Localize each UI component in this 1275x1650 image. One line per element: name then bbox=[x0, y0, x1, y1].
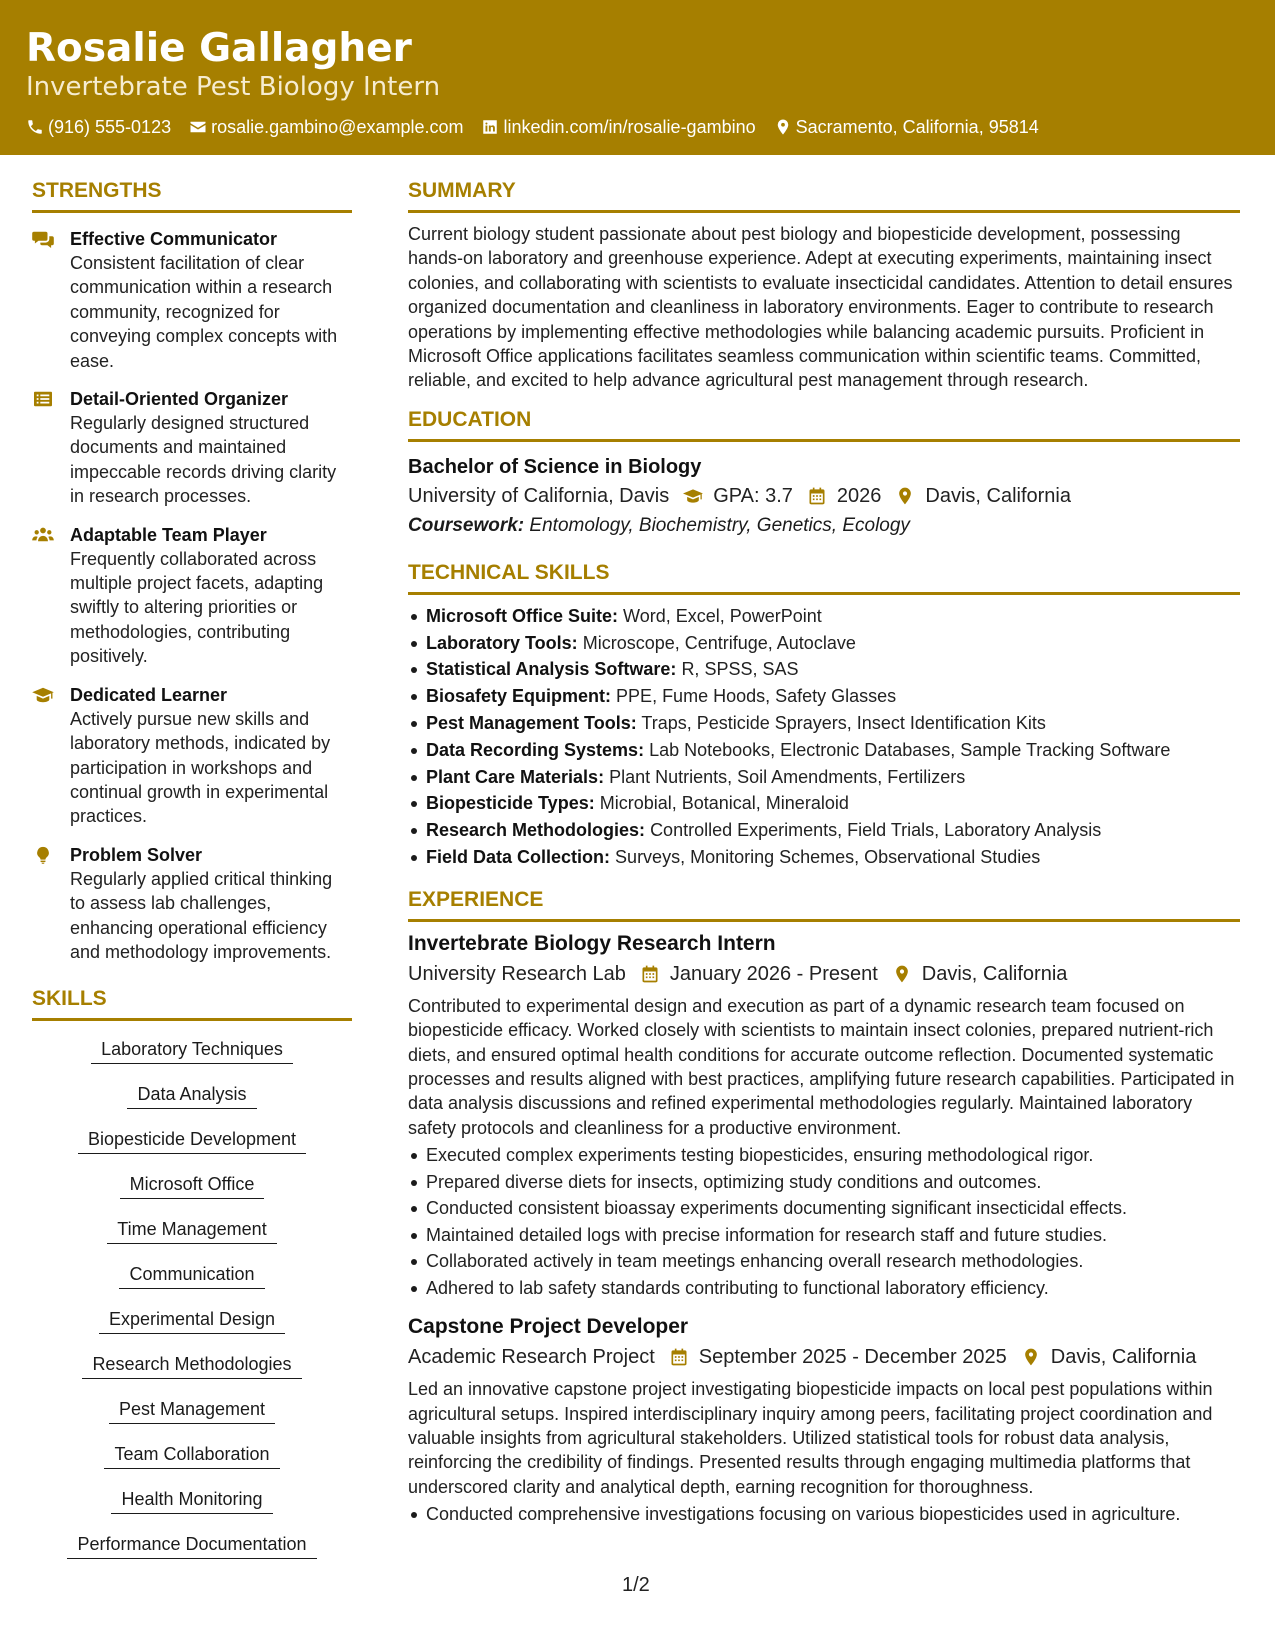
strength-title: Problem Solver bbox=[70, 844, 203, 865]
list-item: Adhered to lab safety standards contributing to functional laboratory efficiency. bbox=[408, 1275, 1240, 1302]
skill-label: Data Recording Systems: bbox=[426, 739, 645, 760]
list-item bbox=[408, 656, 1240, 683]
candidate-name: Rosalie Gallagher bbox=[26, 26, 412, 71]
strength-item bbox=[32, 227, 352, 373]
left-column bbox=[32, 178, 352, 1573]
technical-skills-list bbox=[408, 603, 1240, 871]
degree-title: Bachelor of Science in Biology bbox=[408, 455, 702, 478]
job-title: Invertebrate Biology Research Intern bbox=[408, 931, 776, 955]
job-bullets bbox=[408, 1142, 1240, 1301]
skill-tag: Data Analysis bbox=[127, 1078, 256, 1109]
list-item bbox=[408, 603, 1240, 630]
skill-value: Microbial, Botanical, Mineraloid bbox=[599, 793, 849, 814]
list-item: Executed complex experiments testing biopesticides, ensuring methodological rigor. bbox=[408, 1142, 1240, 1169]
coursework-list: Entomology, Biochemistry, Genetics, Ecology bbox=[529, 514, 910, 536]
job-location: Davis, California bbox=[1050, 1346, 1197, 1369]
phone-icon bbox=[26, 118, 44, 136]
comments-icon bbox=[32, 230, 54, 248]
skill-value: Controlled Experiments, Field Trials, Laboratory Analysis bbox=[650, 820, 1102, 841]
job-meta bbox=[408, 1343, 1240, 1371]
job-description: Led an innovative capstone project investigating biopesticide impacts on local pest populations within agricultural setups. Inspired interdisciplinary inquiry among peers, facilitating project coordination and valuable insights from agricultural stakeholders. Utilized statistical tools for robust data analysis, reinforcing the credibility of findings. Presented results through engaging multimedia platforms that underscored clarity and analytical depth, earning recognition for thoroughness. bbox=[408, 1379, 1213, 1497]
strength-item bbox=[32, 523, 352, 669]
education-heading: EDUCATION bbox=[408, 407, 1240, 442]
skill-tag: Biopesticide Development bbox=[78, 1123, 306, 1154]
graduation-cap-icon bbox=[32, 686, 54, 704]
contact-phone[interactable] bbox=[26, 116, 171, 138]
strength-item bbox=[32, 843, 352, 965]
summary-text: Current biology student passionate about pest biology and biopesticide development, possessing hands-on laboratory and greenhouse experience. Adept at executing experiments, maintaining insect colonies, and collaborating with scientists to evaluate insecticidal candidates. Attention to detail ensures organized documentation and cleanliness in laboratory environments. Eager to contribute to research operations by implementing effective methodologies while balancing academic pursuits. Proficient in Microsoft Office applications facilitates seamless communication within scientific teams. Committed, reliable, and excited to help advance agricultural pest management through research. bbox=[408, 224, 1233, 391]
job-org: Academic Research Project bbox=[408, 1346, 655, 1369]
list-item: Maintained detailed logs with precise information for research staff and future studies. bbox=[408, 1222, 1240, 1249]
coursework-line bbox=[408, 512, 1240, 540]
experience-heading: EXPERIENCE bbox=[408, 887, 1240, 922]
job-org: University Research Lab bbox=[408, 962, 626, 985]
job-description: Contributed to experimental design and execution as part of a dynamic research team focused on biopesticide efficacy. Worked closely with scientists to maintain insect colonies, prepared nutrient-rich diets, and ensured optimal health conditions for accurate outcome reflection. Documented systematic processes and results aligned with best practices, amplifying future research capabilities. Participated in data analysis discussions and refined experimental methodologies regularly. Maintained laboratory safety protocols and cleanliness for a productive environment. bbox=[408, 995, 1235, 1138]
gpa: GPA: 3.7 bbox=[713, 484, 793, 507]
skill-tag: Research Methodologies bbox=[82, 1348, 301, 1379]
map-marker-icon bbox=[774, 118, 792, 136]
strength-desc: Regularly applied critical thinking to assess lab challenges, enhancing operational efficiency and methodology improvements. bbox=[70, 868, 333, 962]
strength-title: Effective Communicator bbox=[70, 229, 278, 249]
map-marker-icon bbox=[1021, 1347, 1041, 1367]
strength-title: Dedicated Learner bbox=[70, 684, 228, 705]
skill-tag: Health Monitoring bbox=[111, 1483, 272, 1514]
right-column bbox=[408, 178, 1240, 1528]
map-marker-icon bbox=[892, 964, 912, 984]
calendar-icon bbox=[669, 1347, 689, 1367]
education-location: Davis, California bbox=[925, 484, 1071, 507]
skill-value: Traps, Pesticide Sprayers, Insect Identification Kits bbox=[641, 713, 1046, 734]
linkedin-text: linkedin.com/in/rosalie-gambino bbox=[503, 117, 756, 137]
education-meta bbox=[408, 482, 1240, 510]
technical-skills-heading: TECHNICAL SKILLS bbox=[408, 560, 1240, 595]
calendar-icon bbox=[807, 486, 827, 506]
skill-tag: Experimental Design bbox=[99, 1303, 285, 1334]
list-item bbox=[408, 764, 1240, 791]
contact-location bbox=[774, 116, 1039, 138]
list-item: Conducted consistent bioassay experiments documenting significant insecticidal effects. bbox=[408, 1195, 1240, 1222]
skill-label: Laboratory Tools: bbox=[426, 632, 578, 653]
graduation-year: 2026 bbox=[836, 484, 882, 507]
skill-value: Plant Nutrients, Soil Amendments, Fertilizers bbox=[609, 766, 966, 787]
linkedin-icon bbox=[481, 118, 499, 136]
skill-value: Microscope, Centrifuge, Autoclave bbox=[582, 632, 856, 653]
list-item: Conducted comprehensive investigations focusing on various biopesticides used in agriculture. bbox=[408, 1501, 1240, 1528]
summary-heading: SUMMARY bbox=[408, 178, 1240, 213]
envelope-icon bbox=[189, 118, 207, 136]
skills-list bbox=[32, 1033, 352, 1573]
skill-label: Plant Care Materials: bbox=[426, 766, 605, 787]
skill-tag: Time Management bbox=[107, 1213, 276, 1244]
skill-tag: Laboratory Techniques bbox=[91, 1033, 293, 1064]
calendar-icon bbox=[640, 964, 660, 984]
list-item bbox=[408, 630, 1240, 657]
skill-label: Microsoft Office Suite: bbox=[426, 605, 619, 626]
strength-item bbox=[32, 683, 352, 829]
location-text: Sacramento, California, 95814 bbox=[795, 117, 1039, 137]
skills-heading: SKILLS bbox=[32, 986, 352, 1021]
list-item bbox=[408, 683, 1240, 710]
skill-label: Field Data Collection: bbox=[426, 847, 611, 868]
skill-tag: Team Collaboration bbox=[104, 1438, 279, 1469]
skill-value: Lab Notebooks, Electronic Databases, Sample Tracking Software bbox=[649, 739, 1171, 760]
candidate-title: Invertebrate Pest Biology Intern bbox=[26, 72, 441, 102]
skill-value: Word, Excel, PowerPoint bbox=[623, 605, 822, 626]
strength-item bbox=[32, 387, 352, 509]
skill-tag: Communication bbox=[119, 1258, 264, 1289]
strength-desc: Regularly designed structured documents and maintained impeccable records driving clarity in research processes. bbox=[70, 413, 337, 507]
list-item bbox=[408, 790, 1240, 817]
page-number: 1/2 bbox=[622, 1574, 650, 1596]
contact-email[interactable] bbox=[189, 116, 463, 138]
skill-tag: Microsoft Office bbox=[120, 1168, 265, 1199]
strength-desc: Consistent facilitation of clear communication within a research community, recognized for conveying complex concepts with ease. bbox=[70, 253, 338, 371]
phone-text: (916) 555-0123 bbox=[48, 117, 172, 137]
list-item bbox=[408, 737, 1240, 764]
school-name: University of California, Davis bbox=[408, 484, 670, 507]
strength-title: Detail-Oriented Organizer bbox=[70, 389, 289, 410]
job-dates: January 2026 - Present bbox=[669, 962, 878, 985]
strength-desc: Frequently collaborated across multiple project facets, adapting swiftly to altering priorities or methodologies, contributing positively. bbox=[70, 548, 324, 667]
coursework-label: Coursework: bbox=[408, 514, 525, 536]
users-icon bbox=[32, 526, 54, 544]
skill-label: Biopesticide Types: bbox=[426, 793, 595, 814]
list-item: Prepared diverse diets for insects, optimizing study conditions and outcomes. bbox=[408, 1169, 1240, 1196]
job-dates: September 2025 - December 2025 bbox=[698, 1346, 1007, 1369]
skill-label: Statistical Analysis Software: bbox=[426, 659, 677, 680]
skill-label: Pest Management Tools: bbox=[426, 713, 637, 734]
job-meta bbox=[408, 960, 1240, 988]
skill-label: Research Methodologies: bbox=[426, 820, 646, 841]
job-title: Capstone Project Developer bbox=[408, 1315, 689, 1339]
map-marker-icon bbox=[895, 486, 915, 506]
list-item bbox=[408, 710, 1240, 737]
skill-value: Surveys, Monitoring Schemes, Observational Studies bbox=[615, 847, 1041, 868]
job-bullets bbox=[408, 1501, 1240, 1528]
job-location: Davis, California bbox=[921, 962, 1068, 985]
list-icon bbox=[32, 390, 54, 408]
skill-value: PPE, Fume Hoods, Safety Glasses bbox=[616, 686, 897, 707]
graduation-cap-icon bbox=[683, 486, 703, 506]
list-item bbox=[408, 817, 1240, 844]
strengths-heading: STRENGTHS bbox=[32, 178, 352, 213]
contact-bar bbox=[26, 116, 1249, 138]
skill-tag: Performance Documentation bbox=[67, 1528, 316, 1559]
skill-tag: Pest Management bbox=[109, 1393, 275, 1424]
resume-header bbox=[0, 0, 1275, 155]
skill-value: R, SPSS, SAS bbox=[681, 659, 799, 680]
contact-linkedin[interactable] bbox=[481, 116, 755, 138]
lightbulb-icon bbox=[32, 846, 54, 864]
list-item: Collaborated actively in team meetings enhancing overall research methodologies. bbox=[408, 1248, 1240, 1275]
strength-title: Adaptable Team Player bbox=[70, 524, 267, 545]
strength-desc: Actively pursue new skills and laboratory methods, indicated by participation in workshops and continual growth in experimental practices. bbox=[70, 708, 331, 827]
list-item bbox=[408, 844, 1240, 871]
skill-label: Biosafety Equipment: bbox=[426, 686, 612, 707]
email-text: rosalie.gambino@example.com bbox=[211, 117, 464, 137]
